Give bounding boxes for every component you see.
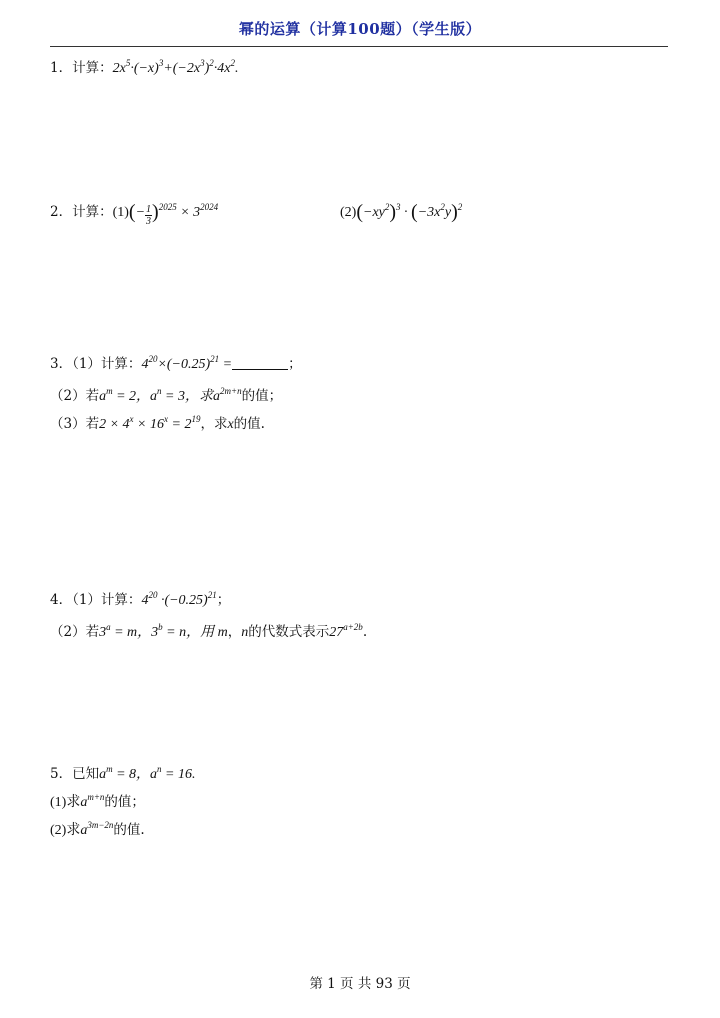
question-5-line-1: 5．已知$a^m = 8$，$a^n = 16$. [50, 764, 196, 782]
question-4-line-1: 4．（1）计算：$4^{20} \cdot(-0.25)^{21}$； [50, 590, 231, 608]
q1-expression: $2x^5\cdot(-x)^3+(-2x^3)^2\cdot 4x^2$. [112, 58, 239, 76]
question-3-line-1: 3．（1）计算：$4^{20}\times(-0.25)^{21}$ = ； [50, 354, 302, 372]
q3-expression-3: $2 \times 4^x \times 16^x = 2^{19}$ [99, 414, 201, 432]
question-1 [50, 58, 238, 79]
q5-expression-1: $a^{m+n}$ [80, 792, 105, 810]
q2-part2-expression: $(-xy^2)^3 \cdot (-3x^2y)^2$ [356, 201, 463, 223]
question-4-line-2: （2）若3$^a$ = m，3$^b$ = n，用 m，n的代数式表示$27^{a+2b}$. [50, 622, 368, 640]
answer-blank [232, 357, 288, 370]
q3-expression-1: $4^{20}\times(-0.25)^{21}$ = [141, 354, 233, 372]
q2-part1-label: (1) [112, 205, 129, 220]
document-title: 幂的运算（计算100题）（学生版） [238, 20, 482, 38]
question-3-line-2: （2）若$a^m = 2$，$a^n = 3$，求$a^{2m+n}$的值； [50, 386, 283, 404]
header-rule [50, 46, 668, 47]
question-2-part-2 [340, 202, 462, 223]
question-2 [50, 202, 218, 227]
q5-given: $a^m = 8$，$a^n = 16$. [99, 764, 196, 782]
page-footer: 第 1 页 共 93 页 [309, 976, 411, 992]
q4-expression-2: 3$^a$ = m，3$^b$ = n，用 m [99, 622, 228, 640]
q1-prefix: 1．计算： [50, 60, 113, 76]
q4-expression-1: $4^{20} \cdot(-0.25)^{21}$ [141, 590, 217, 608]
question-5-line-3: (2)求$a^{3m-2n}$的值. [50, 820, 145, 838]
q2-prefix: 2．计算： [50, 204, 113, 220]
q2-part2-label: (2) [340, 205, 357, 220]
q2-part1-expression: (− $\frac{1}{3}$ )$^{2025} \times 3^{2024}$ [128, 201, 219, 227]
q5-expression-2: $a^{3m-2n}$ [80, 820, 114, 838]
question-5-line-2: (1)求$a^{m+n}$的值； [50, 792, 145, 810]
q3-expression-2: $a^m = 2$，$a^n = 3$，求$a^{2m+n}$ [99, 386, 242, 404]
question-3-line-3: （3）若$2 \times 4^x \times 16^x = 2^{19}$，求x的值. [50, 414, 265, 432]
